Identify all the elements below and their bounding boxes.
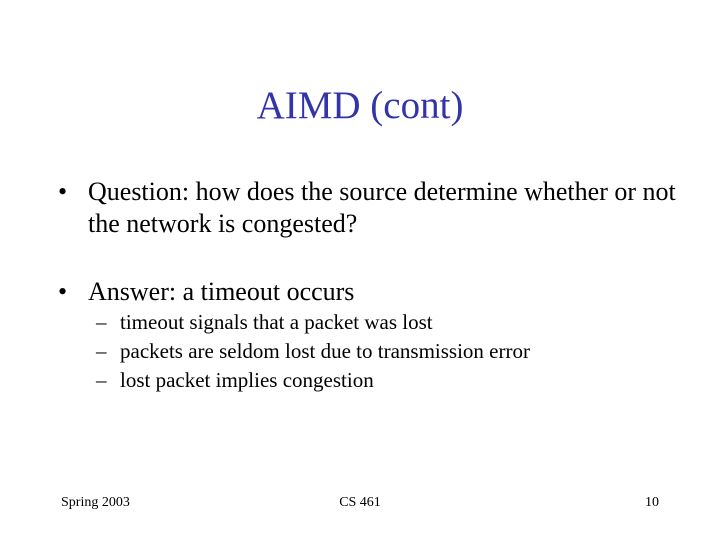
sub-bullet-text: lost packet implies congestion <box>120 368 374 392</box>
sub-bullet-text: timeout signals that a packet was lost <box>120 310 433 334</box>
bullet-question <box>58 176 678 240</box>
footer-date: Spring 2003 <box>61 495 130 510</box>
sub-bullet-marker: – <box>96 310 107 334</box>
footer-course: CS 461 <box>339 495 381 510</box>
bullet-marker: • <box>58 177 68 206</box>
bullet-answer <box>58 276 678 308</box>
sub-bullet <box>96 366 696 395</box>
slide-title: AIMD (cont) <box>256 84 464 127</box>
bullet-text: Answer: a timeout occurs <box>88 277 355 306</box>
sub-bullet-text: packets are seldom lost due to transmission error <box>120 339 530 363</box>
bullet-marker: • <box>58 277 68 306</box>
sub-bullet <box>96 308 696 337</box>
sub-bullet-marker: – <box>96 368 107 392</box>
sub-bullet-marker: – <box>96 339 107 363</box>
sub-bullet <box>96 337 696 366</box>
footer-page-number: 10 <box>645 495 659 510</box>
bullet-text: Question: how does the source determine whether or not the network is congested? <box>88 177 676 238</box>
